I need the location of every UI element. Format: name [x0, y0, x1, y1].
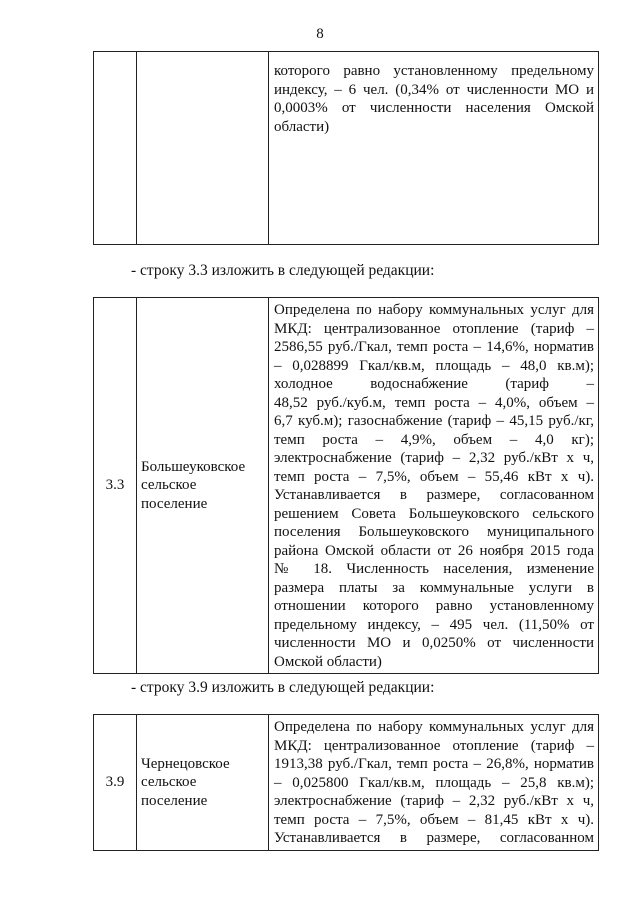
row-text-cell	[269, 298, 599, 674]
text-line: – 0,025800 Гкал/кв.м, площадь – 25,8 кв.м);	[274, 774, 594, 791]
table-row-3-9	[93, 714, 599, 851]
instruction-row-3-3: - строку 3.3 изложить в следующей редакции:	[131, 262, 435, 279]
text-line: которого равно установленному предельному	[274, 63, 594, 79]
row-number: 3.3	[105, 477, 125, 494]
text-line: области)	[274, 118, 330, 135]
name-line: сельское	[141, 477, 197, 494]
table-row	[94, 52, 599, 245]
table-row	[94, 298, 599, 674]
instruction-row-3-9: - строку 3.9 изложить в следующей редакции:	[131, 679, 435, 696]
text-line: численности МО и 0,0250% от численности	[274, 635, 594, 651]
text-line: – 0,028899 Гкал/кв.м, площадь – 48,0 кв.м);	[274, 357, 594, 374]
name-line: поселение	[141, 792, 208, 809]
text-line: 1913,38 руб./Гкал, темп роста – 26,8%, норматив	[274, 756, 594, 772]
text-line: района Омской области от 26 ноября 2015 года	[274, 542, 594, 559]
settlement-name	[137, 755, 268, 811]
page-number: 8	[316, 26, 324, 42]
text-line: темп роста – 4,9%, объем – 4,0 кг);	[274, 431, 594, 448]
text-line: размера платы за коммунальные услуги в	[274, 579, 594, 596]
settlement-name	[137, 458, 268, 514]
row-text-cell	[269, 715, 599, 851]
table-continuation	[93, 51, 599, 245]
row-name-cell	[137, 298, 269, 674]
text-line: индексу, – 6 чел. (0,34% от численности МО и	[274, 81, 594, 98]
row-name-cell	[137, 715, 269, 851]
table-row	[94, 715, 599, 851]
text-line: холодное водоснабжение (тариф –	[274, 376, 594, 392]
text-line: темп роста – 7,5%, объем – 81,45 кВт х ч).	[274, 811, 594, 828]
text-line: 6,7 куб.м); газоснабжение (тариф – 45,15 руб./кг,	[274, 413, 594, 429]
text-line: МКД: централизованное отопление (тариф –	[274, 320, 594, 337]
row-number-cell	[94, 298, 137, 674]
text-line: решением Совета Большеуковского сельского	[274, 505, 594, 522]
name-line: Чернецовское	[141, 755, 230, 772]
text-line: Омской области)	[274, 653, 382, 670]
text-line: № 18. Численность населения, изменение	[274, 561, 594, 577]
text-line: Устанавливается в размере, согласованном	[274, 487, 594, 503]
name-line: Большеуковское	[141, 458, 246, 475]
row-text-cell	[269, 52, 599, 245]
text-line: 2586,55 руб./Гкал, темп роста – 14,6%, норматив	[274, 339, 594, 355]
name-line: сельское	[141, 774, 197, 790]
row-name-cell	[137, 52, 269, 245]
text-line: электроснабжение (тариф – 2,32 руб./кВт х ч,	[274, 793, 594, 809]
table-row-3-3	[93, 297, 599, 674]
row-number-cell	[94, 715, 137, 851]
row-number: 3.9	[105, 774, 125, 790]
text-line: 0,0003% от численности населения Омской	[274, 100, 594, 116]
name-line: поселение	[141, 495, 208, 512]
text-line: электроснабжение (тариф – 2,32 руб./кВт х ч,	[274, 450, 594, 466]
text-line: Определена по набору коммунальных услуг для	[274, 719, 594, 735]
text-line: Определена по набору коммунальных услуг для	[274, 302, 594, 318]
text-line: темп роста – 7,5%, объем – 55,46 кВт х ч).	[274, 468, 594, 485]
text-line: предельному индексу, – 495 чел. (11,50% от	[274, 616, 594, 633]
text-line: отношении которого равно установленному	[274, 598, 594, 614]
text-line: Устанавливается в размере, согласованном	[274, 830, 594, 846]
text-line: 48,52 руб./куб.м, темп роста – 4,0%, объем –	[274, 394, 594, 411]
text-line: поселения Большеуковского муниципального	[274, 524, 594, 540]
row-number-cell	[94, 52, 137, 245]
text-line: МКД: централизованное отопление (тариф –	[274, 737, 594, 754]
